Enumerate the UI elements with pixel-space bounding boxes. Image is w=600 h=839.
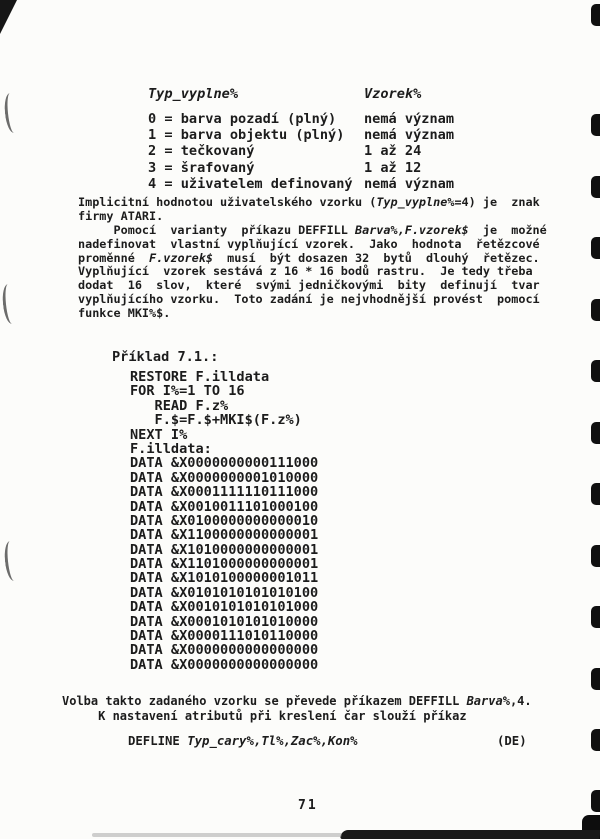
fill-type-cell: 0 = barva pozadí (plný)	[148, 111, 337, 127]
code-line: DATA &X1101000000000001	[130, 556, 319, 573]
code-line: RESTORE F.illdata	[130, 369, 270, 385]
fill-type-cell: 1 = barva objektu (plný)	[148, 127, 345, 144]
text-segment: je možné	[468, 223, 547, 237]
code-line: F.$=F.$+MKI$(F.z%)	[130, 412, 302, 429]
defline-keyword: DEFLINE	[128, 734, 188, 748]
scan-artifact-bottom-smudge	[340, 830, 600, 839]
code-line: DATA &X0100000000000010	[130, 512, 319, 529]
scan-artifact-right-edge	[591, 237, 600, 259]
table-row	[0, 176, 600, 192]
code-line: DATA &X0010011101000100	[130, 498, 319, 515]
code-line: DATA &X0000111010110000	[130, 628, 319, 645]
vzorek-range-cell: 1 až 12	[364, 159, 422, 176]
fill-type-cell: 3 = šrafovaný	[148, 159, 255, 176]
text-segment: Implicitní hodnotou uživatelského vzorku (	[78, 195, 377, 209]
scan-artifact-right-edge	[591, 606, 600, 628]
code-line: DATA &X0000000000000000	[130, 656, 319, 673]
text-segment: ,4.	[509, 694, 532, 708]
code-line: DATA &X0010101010101000	[130, 599, 319, 616]
vzorek-range-cell: nemá význam	[364, 127, 455, 144]
text-line	[78, 279, 547, 293]
paragraph-deffill-custom-pattern	[78, 224, 547, 321]
table-header-typ-vyplne: Typ_vyplne%	[148, 86, 239, 102]
vzorek-range-cell: 1 až 24	[364, 143, 422, 160]
variable-name: Barva%	[466, 694, 510, 708]
vzorek-range-cell: nemá význam	[364, 111, 455, 127]
text-line	[62, 709, 532, 724]
text-segment: proměnné	[78, 250, 150, 265]
text-segment: =4) je znak	[454, 195, 540, 209]
fill-type-table	[0, 111, 600, 192]
defline-arguments: Typ_cary%,Tl%,Zac%,Kon%	[187, 734, 358, 748]
table-header-vzorek: Vzorek%	[364, 86, 422, 102]
scan-artifact-right-edge	[591, 422, 600, 444]
text-segment: firmy ATARI.	[78, 208, 164, 223]
code-line: DATA &X0001111110111000	[130, 484, 319, 501]
text-segment: Vyplňující vzorek sestává z 16 * 16 bodů rastru. Je tedy třeba	[78, 264, 533, 279]
fill-type-cell: 2 = tečkovaný	[148, 143, 255, 160]
scan-artifact-left-mark	[3, 540, 21, 581]
text-segment: vyplňujícího vzorku. Toto zadání je nejvhodnější provést pomocí	[78, 291, 540, 306]
code-line: READ F.z%	[130, 397, 229, 414]
code-line: DATA &X1010100000001011	[130, 570, 319, 587]
basic-code-listing	[130, 370, 318, 672]
margin-note: (DE)	[497, 734, 527, 748]
text-line	[78, 293, 547, 307]
text-line	[78, 252, 547, 266]
paragraph-volba-defline	[62, 694, 532, 723]
text-segment: Volba takto zadaného vzorku se převede příkazem DEFFILL	[62, 694, 467, 708]
table-row	[0, 160, 600, 176]
scan-artifact-right-edge	[591, 668, 600, 690]
scan-artifact-right-edge	[591, 790, 600, 812]
text-segment: musí být dosazen 32 bytů dlouhý řetězec.	[212, 250, 540, 265]
code-line: NEXT I%	[130, 426, 188, 443]
text-line	[78, 238, 547, 252]
variable-name: Barva%,F.vzorek$	[355, 223, 469, 237]
text-segment: funkce MKI%$.	[78, 305, 171, 320]
code-line: F.illdata:	[130, 440, 212, 457]
table-row	[0, 111, 600, 127]
code-line: DATA &X0000000000000000	[130, 642, 319, 659]
example-label: Příklad 7.1.:	[112, 349, 219, 365]
text-segment: dodat 16 slov, které svými jedničkovými bity definují tvar	[78, 278, 540, 293]
code-line: DATA &X0000000000111000	[130, 455, 319, 472]
scan-artifact-right-edge	[591, 545, 600, 567]
text-line	[78, 210, 540, 224]
text-line	[62, 694, 532, 709]
code-line: FOR I%=1 TO 16	[130, 383, 245, 400]
page-number: 71	[298, 798, 318, 813]
code-line: DATA &X0101010101010100	[130, 584, 319, 601]
vzorek-range-cell: nemá význam	[364, 175, 455, 192]
text-line	[78, 224, 547, 238]
defline-syntax	[128, 734, 358, 748]
text-segment: Pomocí varianty příkazu DEFFILL	[78, 223, 355, 237]
scan-artifact-bottom-smudge-faint	[92, 833, 342, 837]
paragraph-implicit-pattern	[78, 196, 540, 224]
text-segment: nadefinovat vlastní vyplňující vzorek. Jako hodnota řetězcové	[78, 236, 540, 251]
scan-artifact-left-mark	[1, 283, 19, 324]
table-row	[0, 143, 600, 159]
scan-artifact-right-edge	[591, 4, 600, 26]
scan-artifact-right-edge	[591, 299, 600, 321]
table-row	[0, 127, 600, 143]
scan-artifact-top-left-corner	[0, 0, 17, 34]
scan-artifact-right-edge	[591, 360, 600, 382]
fill-type-cell: 4 = uživatelem definovaný	[148, 175, 353, 192]
variable-name: F.vzorek$	[149, 250, 213, 265]
code-line: DATA &X0000000001010000	[130, 469, 319, 486]
text-line	[78, 307, 547, 321]
code-line: DATA &X0001010101010000	[130, 613, 319, 630]
text-segment: K nastavení atributů při kreslení čar slouží příkaz	[62, 708, 467, 723]
scan-artifact-right-edge	[591, 729, 600, 751]
text-line	[78, 265, 547, 279]
code-line: DATA &X1010000000000001	[130, 541, 319, 558]
scan-artifact-right-edge	[591, 483, 600, 505]
code-line: DATA &X1100000000000001	[130, 527, 319, 544]
variable-name: Typ_vyplne%	[376, 195, 455, 209]
text-line	[78, 196, 540, 210]
